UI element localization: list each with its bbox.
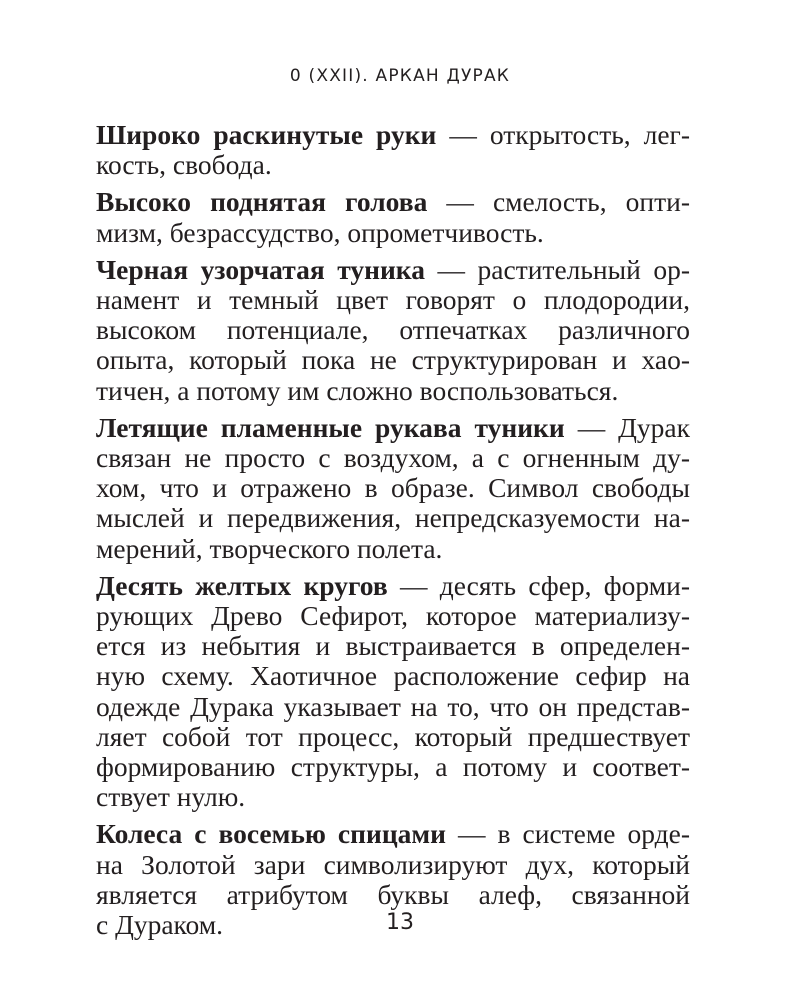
paragraph-line: намент и темный цвет говорят о плодородии,: [96, 284, 690, 316]
paragraph-text: — открытость, лег-: [436, 119, 690, 150]
body-text: [96, 120, 690, 947]
paragraph-line: [96, 120, 690, 150]
paragraph-term: Черная узорчатая туника: [96, 253, 425, 285]
paragraph-head: [96, 187, 690, 247]
paragraph-line: мерений, творческого полета.: [96, 532, 443, 564]
paragraph-line: ляет собой тот процесс, который предшествует: [96, 720, 690, 752]
paragraph-text: — Дурак: [564, 411, 690, 443]
paragraph-sleeves: [96, 413, 690, 564]
paragraph-arms: [96, 120, 690, 180]
paragraph-line: кость, свобода.: [96, 149, 272, 181]
paragraph-line: [96, 413, 690, 443]
page-number: 13: [386, 910, 414, 935]
paragraph-line: формированию структуры, а потому и соответ-: [96, 751, 690, 783]
paragraph-term: Десять желтых кругов: [96, 569, 388, 601]
paragraph-line: опыта, который пока не структурирован и хао-: [96, 344, 690, 376]
paragraph-line: ствует нулю.: [96, 781, 246, 813]
paragraph-line: мыслей и передвижения, непредсказуемости на-: [96, 502, 690, 534]
paragraph-line: хом, что и отражено в образе. Символ свободы: [96, 472, 690, 504]
paragraph-text: — смелость, опти-: [427, 186, 690, 218]
paragraph-term: Высоко поднятая голова: [96, 186, 428, 218]
paragraph-line: ную схему. Хаотичное расположение сефир на: [96, 660, 690, 692]
paragraph-line: рующих Древо Сефирот, которое материализу-: [96, 600, 690, 632]
paragraph-line: является атрибутом буквы алеф, связанной: [96, 878, 690, 910]
paragraph-line: с Дураком.: [96, 909, 224, 941]
paragraph-term: Летящие пламенные рукава туники: [96, 411, 565, 443]
paragraph-line: ется из небытия и выстраивается в определен-: [96, 630, 690, 662]
paragraph-term: Широко раскинутые руки: [96, 119, 437, 150]
paragraph-line: одежде Дурака указывает на то, что он представ-: [96, 690, 690, 722]
paragraph-text: — растительный ор-: [424, 253, 691, 285]
paragraph-line: [96, 819, 690, 849]
paragraph-tunic: [96, 255, 690, 406]
paragraph-text: — в системе орде-: [446, 818, 690, 850]
paragraph-line: тичен, а потому им сложно воспользоваться.: [96, 374, 619, 406]
paragraph-line: связан не просто с воздухом, а с огненным ду-: [96, 442, 690, 474]
paragraph-circles: [96, 571, 690, 813]
paragraph-line: [96, 255, 690, 285]
paragraph-line: мизм, безрассудство, опрометчивость.: [96, 216, 544, 248]
paragraph-line: [96, 187, 690, 217]
paragraph-line: высоком потенциале, отпечатках различного: [96, 314, 690, 346]
paragraph-line: [96, 571, 690, 601]
paragraph-text: — десять сфер, форми-: [387, 569, 690, 601]
running-head: 0 (XXII). АРКАН ДУРАК: [289, 66, 511, 86]
paragraph-term: Колеса с восемью спицами: [96, 818, 446, 850]
paragraph-line: на Золотой зари символизируют дух, который: [96, 848, 690, 880]
